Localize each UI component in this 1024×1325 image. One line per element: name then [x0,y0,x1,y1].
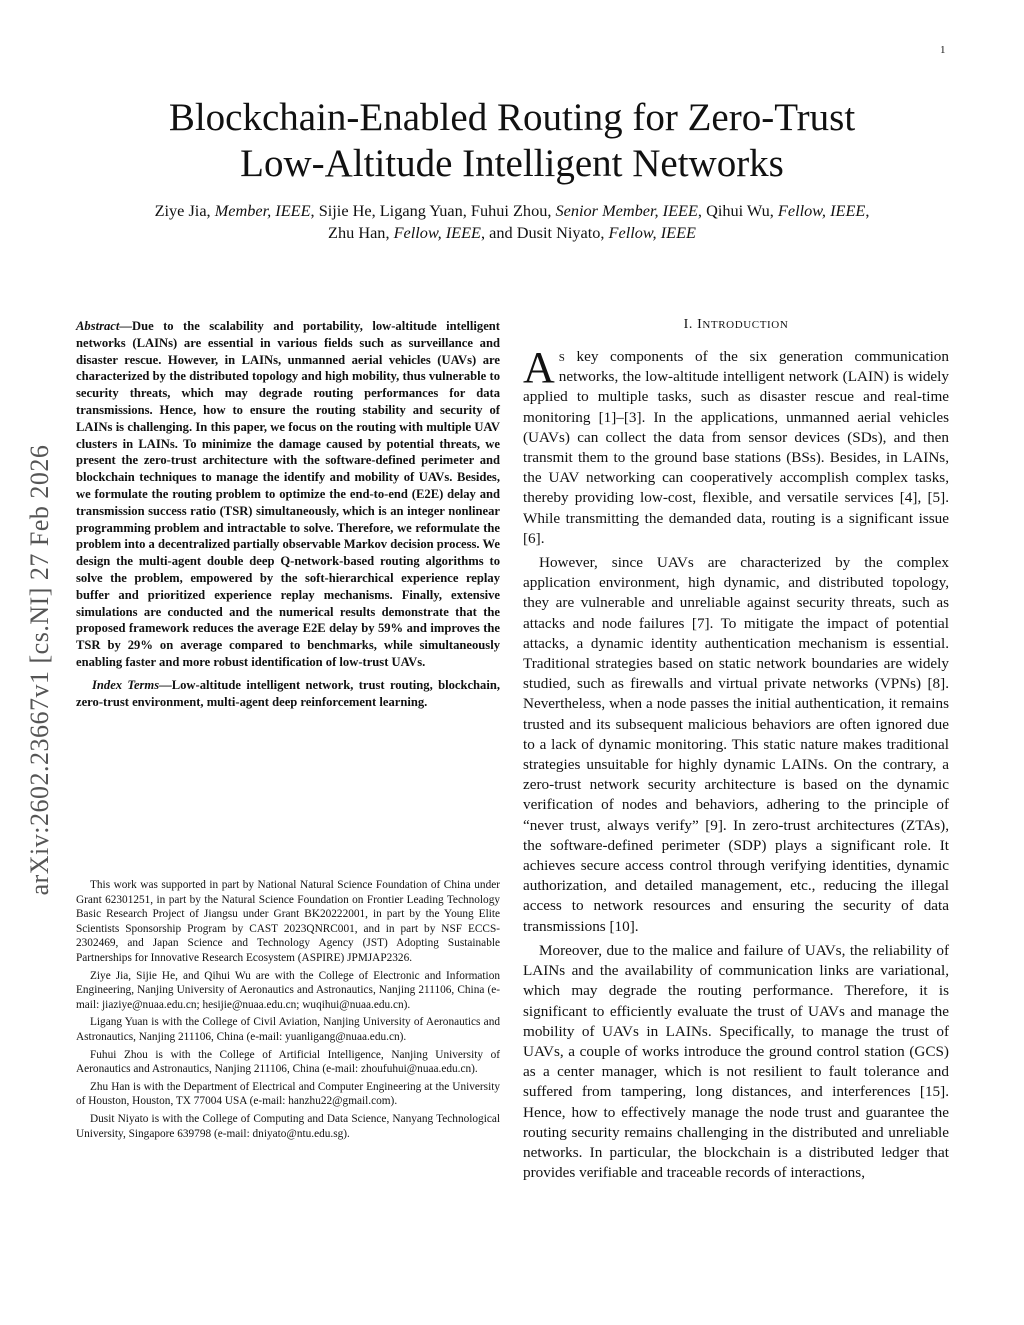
section-number: I. [683,317,698,332]
author-names: , [865,201,870,220]
author-line-1 [80,200,944,222]
funding-footnote: This work was supported in part by National Natural Science Foundation of China under Grant 62301251, in part by the Natural Science Foundation on Frontier Leading Technology Basic Research Project of Jiangsu under Grant BK20222001, in part by the Young Elite Scientists Sponsorship Program by CAST 2023QNRC001, and in part by NSF ECCS-2302469, and Japan Science and Technology Agency (JST) Adopting Sustainable Partnerships for Innovative Research Ecosystem (ASPIRE) JPMJAP2326. [76,879,500,964]
arxiv-identifier: arXiv:2602.23667v1 [cs.NI] 27 Feb 2026 [25,444,54,896]
author-line-2 [80,222,944,244]
author-membership: Member, IEEE [214,201,311,220]
first-word-rest: s [558,348,565,365]
affiliation-footnote: Ziye Jia, Sijie He, and Qihui Wu are with the College of Electronic and Information Engineering, Nanjing University of Aeronautics and Astronautics, Nanjing 211106, China (e-mail: jiaziye@nuaa.edu.cn; hesijie@nuaa.edu.cn; wuqihui@nuaa.edu.cn). [76,969,500,1011]
abstract-label: Abstract [76,319,120,333]
affiliation-footnote: Dusit Niyato is with the College of Computing and Data Science, Nanyang Technological University, Singapore 639798 (e-mail: dniyato@ntu.edu.sg). [76,1112,500,1140]
index-terms-text: —Low-altitude intelligent network, trust routing, blockchain, zero-trust environment, multi-agent deep reinforcement learning. [76,677,501,709]
author-names: Zhu Han, [328,223,394,242]
drop-cap: A [523,343,555,392]
page-number: 1 [940,44,946,56]
intro-paragraph-1-text: key components of the six generation communication networks, the low-altitude intelligent network (LAIN) is widely applied to multiple tasks, such as disaster rescue and real-time monitoring [1]–[3]. In the applications, unmanned aerial vehicles (UAVs) can collect the data from sensor devices (SDs), and then transmit them to the ground base stations (BSs). Besides, in LAINs, the UAV networking can cooperatively accomplish complex tasks, thereby providing low-cost, flexible, and versatile services [4], [5]. While transmitting the demanded data, routing is a significant issue [6]. [523,348,949,547]
section-heading-introduction [523,317,949,333]
author-names: Ziye Jia, [154,201,215,220]
title-line-1: Blockchain-Enabled Routing for Zero-Trust [168,96,856,139]
arxiv-stamp [20,375,60,965]
section-title-first: I [697,317,703,332]
intro-paragraph-3: Moreover, due to the malice and failure of UAVs, the reliability of LAINs and the availability of communication links are variational, which may degrade the routing performance. Therefore, it is significant to efficiently evaluate the trust of UAVs and manage the mobility of UAVs in LAINs. Specifically, to manage the trust of UAVs, a couple of works introduce the ground control station (GCS) as a center manager, which is not resilient to fault tolerance and suffered from tampering, long distances, and interferences [15]. Hence, how to effectively manage the node trust and guarantee the routing security remains challenging in the distributed and unreliable networks. In particular, the blockchain is a distributed ledger that provides verifiable and traceable records of interactions, [523,941,949,1182]
author-names: , and Dusit Niyato, [481,223,609,242]
abstract [76,318,500,671]
affiliation-footnote: Zhu Han is with the Department of Electrical and Computer Engineering at the University of Houston, Houston, TX 77004 USA (e-mail: hanzhu22@gmail.com). [76,1080,500,1108]
author-list [80,200,944,244]
intro-paragraph-1 [523,343,949,549]
author-membership: Fellow, IEEE [393,223,482,242]
paper-title [0,95,1024,187]
abstract-text: —Due to the scalability and portability, low-altitude intelligent networks (LAINs) are essential in various fields such as surveillance and disaster rescue. However, in LAINs, unmanned aerial vehicles (UAVs) are characterized by the distributed topology and high mobility, thus vulnerable to security threats, which may degrade routing performances for data transmissions. Hence, how to ensure the routing stability and security of LAINs is challenging. In this paper, we focus on the routing with multiple UAV clusters in LAINs. To minimize the damage caused by potential threats, we present the zero-trust architecture with the software-defined perimeter and blockchain techniques to manage the identify and mobility of UAVs. Besides, we formulate the routing problem to optimize the end-to-end (E2E) delay and transmission success ratio (TSR) simultaneously, which is an integer nonlinear programming problem and intractable to solve. Therefore, we reformulate the problem into a decentralized partially observable Markov decision process. We design the multi-agent double deep Q-network-based routing algorithms to solve the problem, empowered by the soft-hierarchical experience replay buffer and prioritized experience replay mechanisms. Finally, extensive simulations are conducted and the numerical results demonstrate that the proposed framework reduces the average E2E delay by 59% and improves the TSR by 29% on average compared to benchmarks, while simultaneously enabling faster and more robust identification of low-trust UAVs. [76,319,500,669]
intro-paragraph-2: However, since UAVs are characterized by the complex application environment, high dynamic, and distributed topology, they are vulnerable and unreliable against security threats, such as attacks and node failures [7]. To mitigate the impact of potential attacks, a dynamic identity authentication mechanism is essential. Traditional strategies based on static network boundaries are widely studied, such as firewalls and virtual private networks (VPNs) [8]. Nevertheless, when a node passes the initial authentication, it remains trusted and its subsequent malicious behaviors are often ignored due to a lack of dynamic monitoring. This static nature makes traditional strategies unsuitable for highly dynamic LAINs. On the contrary, a zero-trust network security architecture is based on the dynamic verification of nodes and behaviors, adhering to the principle of “never trust, always verify” [9]. In zero-trust architectures (ZTAs), the software-defined perimeter (SDP) plays a significant role. It achieves secure access control through verifying identities, dynamic authorization, and detailed management, etc., reducing the illegal access to network resources and ensuring the security of data transmissions [10]. [523,554,949,935]
author-membership: Fellow, IEEE [777,201,866,220]
title-line-2: Low-Altitude Intelligent Networks [240,142,784,185]
affiliation-footnote: Fuhui Zhou is with the College of Artificial Intelligence, Nanjing University of Aeronautics and Astronautics, Nanjing 211106, China (e-mail: zhoufuhui@nuaa.edu.cn). [76,1048,500,1076]
index-terms [76,677,500,711]
author-names: , Qihui Wu, [697,201,778,220]
footnotes [76,878,500,1144]
section-title-rest: NTRODUCTION [702,319,789,331]
author-names: , Sijie He, Ligang Yuan, Fuhui Zhou, [310,201,556,220]
affiliation-footnote: Ligang Yuan is with the College of Civil Aviation, Nanjing University of Aeronautics and Astronautics, Nanjing 211106, China (e-mail: yuanligang@nuaa.edu.cn). [76,1016,500,1043]
author-membership: Fellow, IEEE [608,223,696,242]
left-column [76,318,500,710]
index-terms-label: Index Terms [92,677,160,692]
author-membership: Senior Member, IEEE [555,201,698,220]
right-column [523,315,949,1183]
